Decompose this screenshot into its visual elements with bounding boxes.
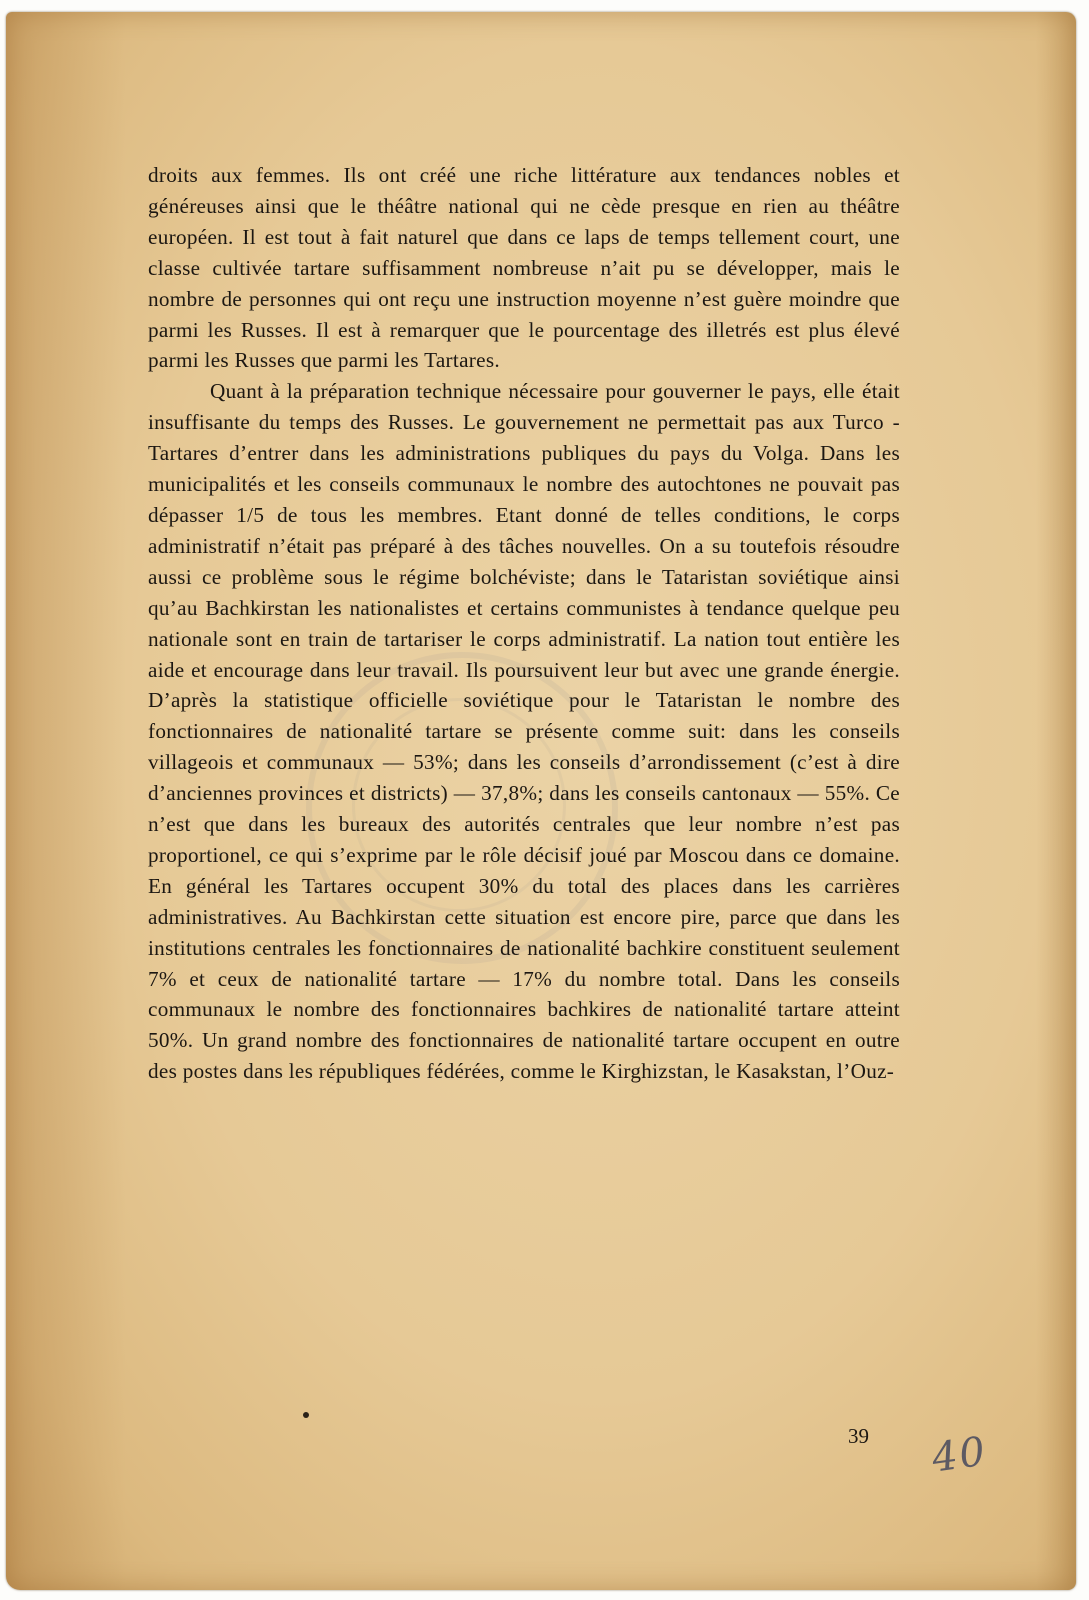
- page-number: 39: [848, 1424, 869, 1448]
- body-text: [148, 160, 900, 1087]
- handwritten-page-number: 40: [929, 1428, 990, 1482]
- paragraph-2: Quant à la préparation technique nécessaire pour gouverner le pays, elle était insuffisante du temps des Russes. Le gouvernement ne permettait pas aux Turco - Tartares d’entrer dans les administrations publiques du pays du Volga. Dans les municipalités et les conseils communaux le nombre des autochtones ne pouvait pas dépasser 1/5 de tous les membres. Etant donné de telles conditions, le corps administratif n’était pas préparé à des tâches nouvelles. On a su toutefois résoudre aussi ce problème sous le régime bolchéviste; dans le Tataristan soviétique ainsi qu’au Bachkirstan les nationalistes et certains communistes à tendance quelque peu nationale sont en train de tartariser le corps administratif. La nation tout entière les aide et encourage dans leur travail. Ils poursuivent leur but avec une grande énergie. D’après la statistique officielle soviétique pour le Tataristan le nombre des fonctionnaires de nationalité tartare se présente comme suit: dans les conseils villageois et communaux — 53%; dans les conseils d’arrondissement (c’est à dire d’anciennes provinces et districts) — 37,8%; dans les conseils cantonaux — 55%. Ce n’est que dans les bureaux des autorités centrales que leur nombre n’est pas proportionel, ce qui s’exprime par le rôle décisif joué par Moscou dans ce domaine. En général les Tartares occupent 30% du total des places dans les carrières administratives. Au Bachkirstan cette situation est encore pire, parce que dans les institutions centrales les fonctionnaires de nationalité bachkire constituent seulement 7% et ceux de nationalité tartare — 17% du nombre total. Dans les conseils communaux le nombre des fonctionnaires bachkires de nationalité tartare atteint 50%. Un grand nombre des fonctionnaires de nationalité tartare occupent en outre des postes dans les républiques fédérées, comme le Kirghizstan, le Kasakstan, l’Ouz-: [148, 379, 900, 1084]
- ink-spot: [303, 1412, 309, 1418]
- paragraph-1: droits aux femmes. Ils ont créé une riche littérature aux tendances nobles et généreuses ainsi que le théâtre national qui ne cède presque en rien au théâtre européen. Il est tout à fait naturel que dans ce laps de temps tellement court, une classe cultivée tartare suffisamment nombreuse n’ait pu se développer, mais le nombre de personnes qui ont reçu une instruction moyenne n’est guère moindre que parmi les Russes. Il est à remarquer que le pourcentage des illetrés est plus élevé parmi les Russes que parmi les Tartares.: [148, 163, 900, 373]
